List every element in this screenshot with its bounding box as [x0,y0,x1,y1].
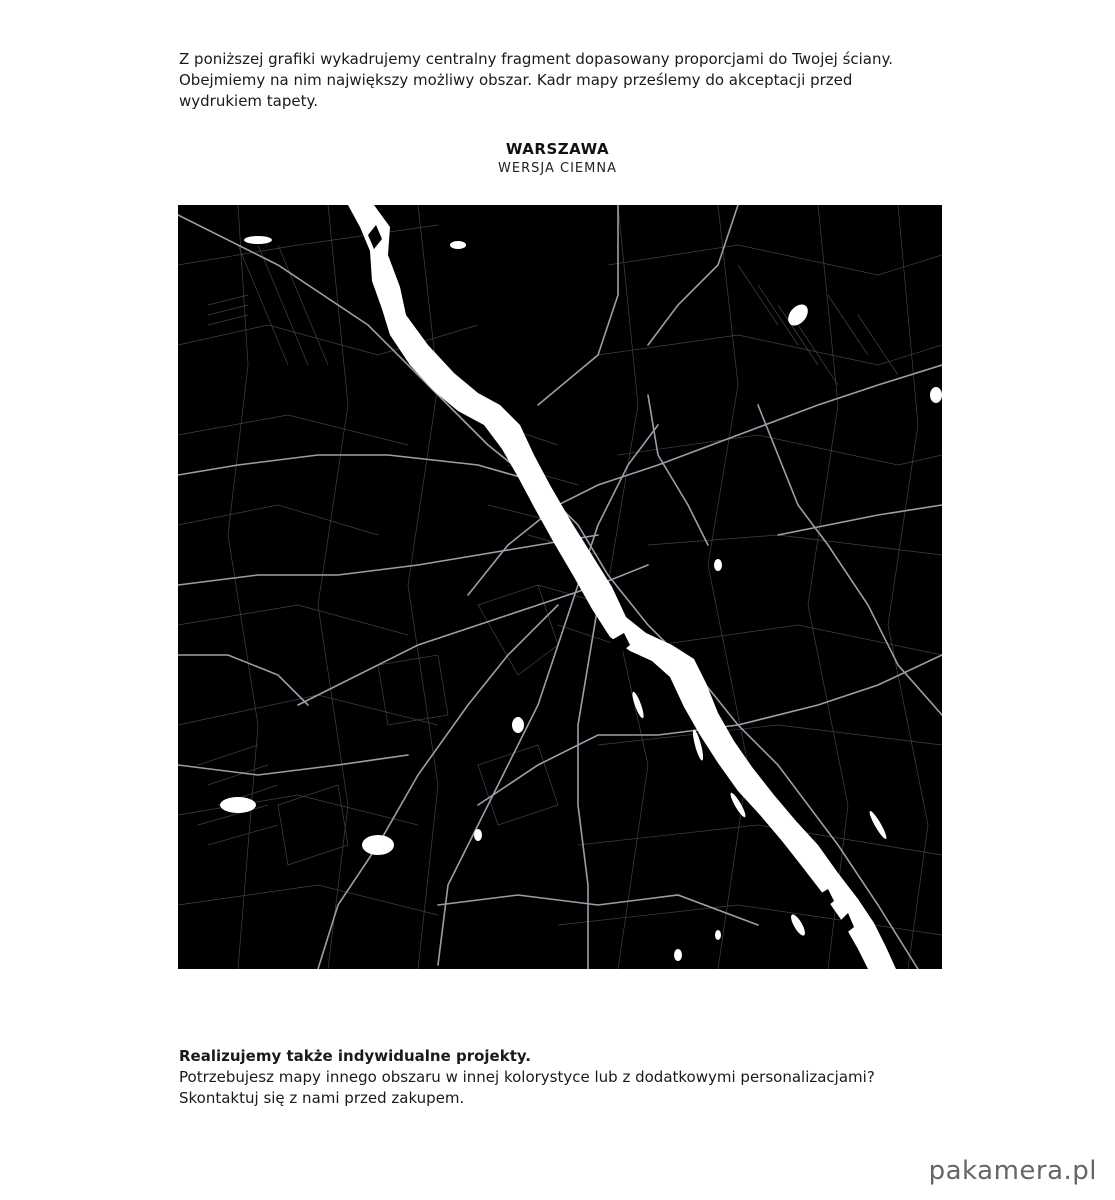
map-heading [0,139,1115,179]
map-title: WARSZAWA [505,140,610,158]
intro-paragraph: Z poniższej grafiki wykadrujemy centralny fragment dopasowany proporcjami do Twojej ściany. Obejmiemy na nim największy możliwy obszar. Kadr mapy prześlemy do akceptacji przed wydrukiem tapety. [179,50,894,110]
cta-heading: Realizujemy także indywidualne projekty. [179,1047,531,1065]
cta-line-2: Skontaktuj się z nami przed zakupem. [179,1089,465,1107]
map-canvas [178,205,942,969]
map-subtitle: WERSJA CIEMNA [498,161,617,176]
warsaw-dark-map [178,205,942,969]
pakamera-watermark: pakamera.pl [928,1156,1097,1186]
cta-line-1: Potrzebujesz mapy innego obszaru w innej kolorystyce lub z dodatkowymi personalizacjami? [179,1068,875,1086]
custom-projects-section [179,1046,999,1109]
